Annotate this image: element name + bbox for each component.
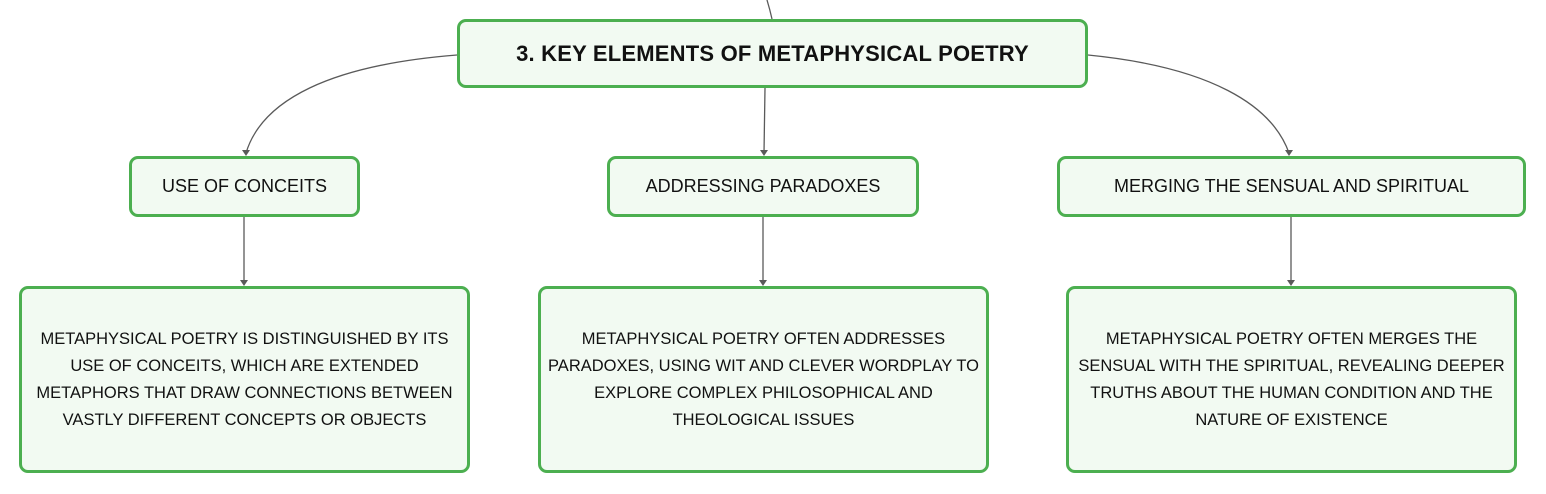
detail-text-merging: METAPHYSICAL POETRY OFTEN MERGES THE SENSUAL WITH THE SPIRITUAL, REVEALING DEEPER TRUTHS ABOUT THE HUMAN CONDITION AND THE NATURE OF EXISTENCE <box>1078 329 1505 429</box>
connector-root-to-merging <box>1088 55 1289 153</box>
detail-text-conceits: METAPHYSICAL POETRY IS DISTINGUISHED BY ITS USE OF CONCEITS, WHICH ARE EXTENDED METAPHORS THAT DRAW CONNECTIONS BETWEEN VASTLY DIFFERENT CONCEPTS OR OBJECTS <box>36 329 453 429</box>
branch-label-paradoxes: ADDRESSING PARADOXES <box>645 176 881 196</box>
detail-node-paradoxes[interactable] <box>538 286 989 473</box>
detail-node-merging[interactable] <box>1066 286 1517 473</box>
branch-label-conceits: USE OF CONCEITS <box>161 176 327 196</box>
connector-root-to-conceits <box>246 55 457 153</box>
branch-node-merging[interactable] <box>1057 156 1526 217</box>
branch-label-merging: MERGING THE SENSUAL AND SPIRITUAL <box>1113 176 1470 196</box>
detail-node-conceits[interactable] <box>19 286 470 473</box>
root-node[interactable] <box>457 19 1088 88</box>
branch-node-paradoxes[interactable] <box>607 156 919 217</box>
detail-text-paradoxes: METAPHYSICAL POETRY OFTEN ADDRESSES PARADOXES, USING WIT AND CLEVER WORDPLAY TO EXPLORE COMPLEX PHILOSOPHICAL AND THEOLOGICAL ISSUES <box>548 329 979 429</box>
connector-parent-to-root <box>767 0 772 19</box>
root-node-label: 3. KEY ELEMENTS OF METAPHYSICAL POETRY <box>516 40 1029 66</box>
connector-root-to-paradoxes <box>764 88 765 153</box>
branch-node-conceits[interactable] <box>129 156 360 217</box>
